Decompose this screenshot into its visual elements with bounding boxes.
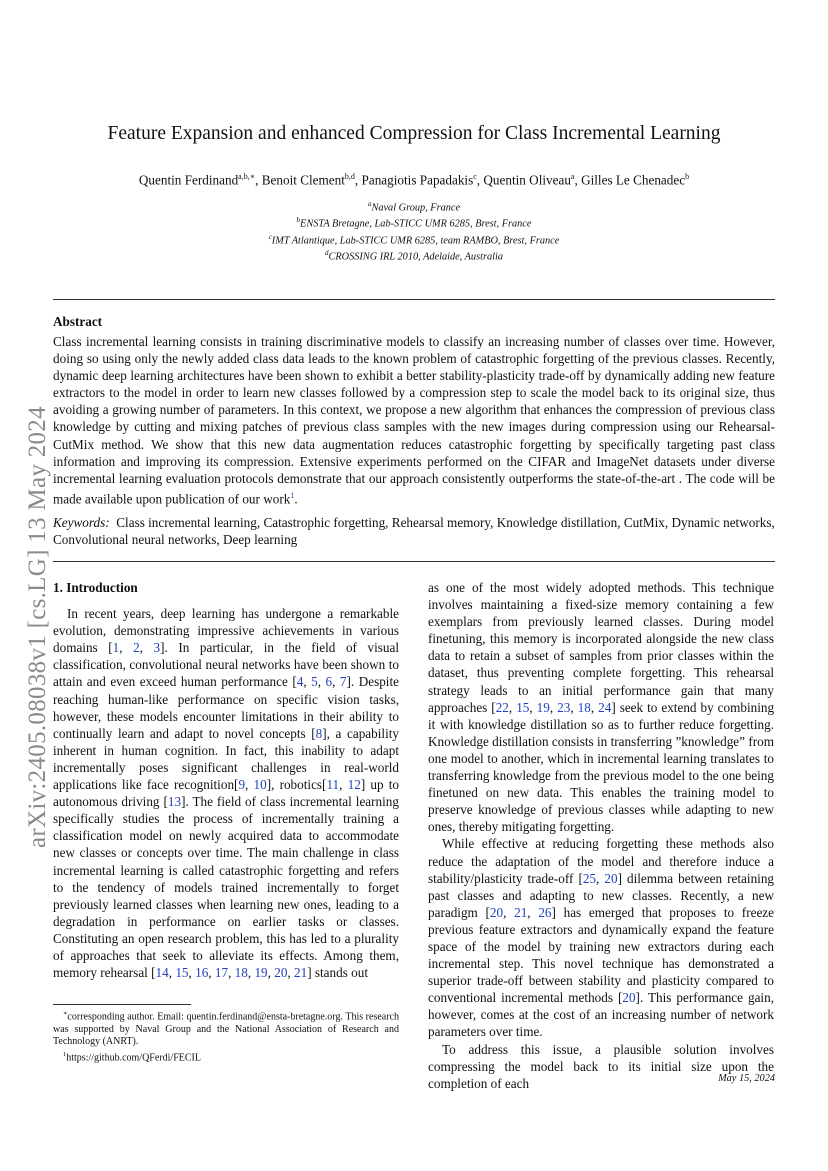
citation-link[interactable]: 21 xyxy=(294,965,308,981)
footnotes xyxy=(53,1008,399,1064)
citation-link[interactable]: 14 xyxy=(155,965,169,981)
citation-link[interactable]: 8 xyxy=(315,725,323,741)
citation-link[interactable]: 20 xyxy=(622,990,636,1006)
intro-paragraph-1-cont: as one of the most widely adopted methods. This technique involves maintaining a fixed-size memory containing a few exemplars from previously learned classes. During model finetuning, this memory is incorporated alongside the new class data to retain a subset of samples from prior classes within the dataset, thus preventing complete forgetting. This rehearsal strategy leads to an initial performance gain that many approaches [22, 15, 19, 23, 18, 24] seek to extend by combining it with knowledge distillation so as to further reduce forgetting. Knowledge distillation consists in transferring ”knowledge” from one model to another, which in incremental learning translates to transferring knowledge from the previous model to the one being finetuned on new data. This enables the training model to preserve knowledge of previous classes while adapting to new ones, thereby mitigating forgetting. xyxy=(428,580,775,835)
citation-link[interactable]: 25 xyxy=(582,870,597,886)
affiliation: $^d$CROSSING IRL 2010, Adelaide, Australia xyxy=(325,249,503,263)
arxiv-side-stamp: arXiv:2405.08038v1 [cs.LG] 13 May 2024 xyxy=(24,406,51,848)
intro-paragraph-1: In recent years, deep learning has undergone a remarkable evolution, demonstrating impressive achievements in various domains [1, 2, 3]. In particular, in the field of visual classification, convolutional neural networks have been shown to attain and even exceed human performance [4, 5, 6, 7]. Despite reaching human-like performance on specific vision tasks, however, these models encounter limitations in their ability to continually learn and adapt to novel concepts [8], a capability inherent in human cognition. In fact, this inability to adapt incrementally poses significant challenges in real-world applications like face recognition[9, 10], robotics[11, 12] up to autonomous driving [13]. The field of class incremental learning specifically studies the process of incrementally training a classification model on newly acquired data to accommodate new classes or concepts over time. The main challenge in class incremental learning is called catastrophic forgetting and refers to the tendency of models trained incrementally to forget previously learned classes when learning new ones, leading to a degradation in performance on earlier tasks or classes. Constituting an open research problem, this has led to a plurality of approaches that seek to alleviate its effects. Among them, memory rehearsal [14, 15, 16, 17, 18, 19, 20, 21] stands out xyxy=(53,606,400,981)
citation-link[interactable]: 17 xyxy=(214,965,229,981)
left-column xyxy=(53,579,399,981)
citation-link[interactable]: 3 xyxy=(153,640,161,656)
citation-link[interactable]: 22 xyxy=(495,699,509,715)
citation-link[interactable]: 10 xyxy=(253,777,267,793)
citation-link[interactable]: 16 xyxy=(195,965,209,981)
footnote: ∗corresponding author. Email: quentin.ferdinand@ensta-bretagne.org. This research was supported by Naval Group and the National Association of Research and Technology (ANRT). xyxy=(53,1010,399,1048)
author-name: Benoit Clement xyxy=(261,172,345,188)
citation-link[interactable]: 18 xyxy=(577,699,591,715)
author-name: Quentin Oliveau xyxy=(483,172,571,188)
intro-paragraph-3: To address this issue, a plausible solution involves compressing the model back to its initial size upon the completion of each xyxy=(428,1041,774,1091)
paper-title: Feature Expansion and enhanced Compression for Class Incremental Learning xyxy=(107,123,721,144)
author-affiliation-mark: c xyxy=(473,172,477,181)
affiliation: $^b$ENSTA Bretagne, Lab-STICC UMR 6285, Brest, France xyxy=(296,216,532,230)
affiliation-list xyxy=(53,198,775,264)
author-name: Quentin Ferdinand xyxy=(138,172,239,188)
author-affiliation-mark: b xyxy=(685,172,690,181)
right-column xyxy=(428,579,774,1092)
top-rule xyxy=(53,299,775,300)
intro-paragraph-2: While effective at reducing forgetting these methods also reduce the adaptation of the model and therefore induce a stability/plasticity trade-off [25, 20] dilemma between retaining past classes and adapting to new classes. Recently, a new paradigm [20, 21, 26] has emerged that proposes to freeze previous feature extractors and dynamically expand the feature space of the model by training new extractors during each incremental step. This novel technique has demonstrated a superior trade-off between stability and plasticity compared to conventional incremental methods [20]. This performance gain, however, comes at the cost of an increasing number of network parameters over time. xyxy=(428,836,775,1040)
citation-link[interactable]: 9 xyxy=(238,777,246,793)
citation-link[interactable]: 4 xyxy=(296,674,304,690)
page-date: May 15, 2024 xyxy=(718,1073,775,1084)
citation-link[interactable]: 20 xyxy=(274,965,288,981)
author-name: Gilles Le Chenadec xyxy=(581,172,686,188)
citation-link[interactable]: 26 xyxy=(538,904,552,920)
citation-link[interactable]: 15 xyxy=(516,699,530,715)
abstract-heading: Abstract xyxy=(53,314,103,329)
citation-link[interactable]: 20 xyxy=(604,870,618,886)
footnote-link[interactable]: 1 xyxy=(290,490,295,500)
author-list: Quentin Ferdinand$^{a,b,∗}$, Benoit Clement$^{b,d}$, Panagiotis Papadakis$^c$, Quentin Oliveau$^a$, Gilles Le Chenadec$^b$ xyxy=(138,172,690,188)
section-heading: 1. Introduction xyxy=(53,580,138,595)
author-name: Panagiotis Papadakis xyxy=(361,172,474,188)
author-affiliation-mark: a xyxy=(570,172,575,181)
citation-link[interactable]: 18 xyxy=(234,965,248,981)
footnote-rule xyxy=(53,1004,191,1005)
citation-link[interactable]: 15 xyxy=(175,965,189,981)
affiliation: $^c$IMT Atlantique, Lab-STICC UMR 6285, team RAMBO, Brest, France xyxy=(268,232,560,247)
citation-link[interactable]: 20 xyxy=(489,904,504,920)
citation-link[interactable]: 6 xyxy=(325,674,333,690)
keywords xyxy=(53,515,775,548)
citation-link[interactable]: 12 xyxy=(347,777,361,793)
citation-link[interactable]: 11 xyxy=(326,777,340,793)
citation-link[interactable]: 19 xyxy=(254,965,268,981)
citation-link[interactable]: 5 xyxy=(311,674,318,690)
footnote: $^1$https://github.com/QFerdi/FECIL xyxy=(63,1050,201,1063)
citation-link[interactable]: 13 xyxy=(167,794,182,810)
author-affiliation-mark: a,b,∗ xyxy=(238,172,256,181)
citation-link[interactable]: 24 xyxy=(598,699,612,715)
keywords-text: Class incremental learning, Catastrophic forgetting, Rehearsal memory, Knowledge distillation, CutMix, Dynamic networks, Convolutional neural networks, Deep learning xyxy=(53,515,775,547)
affiliation: $^a$Naval Group, France xyxy=(367,200,461,214)
citation-link[interactable]: 1 xyxy=(112,640,120,656)
citation-link[interactable]: 23 xyxy=(557,699,571,715)
abstract-text: Class incremental learning consists in training discriminative models to classify an increasing number of classes over time. However, doing so using only the newly added class data leads to the known problem of catastrophic forgetting of the previous classes. Recently, dynamic deep learning architectures have been shown to exhibit a better stability-plasticity trade-off by dynamically adding new feature extractors to the model in order to learn new classes followed by a compression step to scale the model back to its original size, thus avoiding a growing number of parameters. In this context, we propose a new algorithm that enhances the compression of previous class knowledge by cutting and mixing patches of previous class samples with the new images during compression using our Rehearsal-CutMix method. We show that this new data augmentation reduces catastrophic forgetting by specifically targeting past class information and improving its compression. Extensive experiments performed on the CIFAR and ImageNet datasets under diverse incremental learning evaluation protocols demonstrate that our approach consistently outperforms the state-of-the-art . The code will be made available upon publication of our work$^1$. xyxy=(53,334,775,507)
keywords-label: Keywords: xyxy=(53,515,110,530)
author-affiliation-mark: b,d xyxy=(344,172,355,181)
citation-link[interactable]: 7 xyxy=(339,674,347,690)
bottom-rule xyxy=(53,561,775,562)
citation-link[interactable]: 2 xyxy=(133,640,140,656)
citation-link[interactable]: 19 xyxy=(536,699,550,715)
citation-link[interactable]: 21 xyxy=(514,904,528,920)
